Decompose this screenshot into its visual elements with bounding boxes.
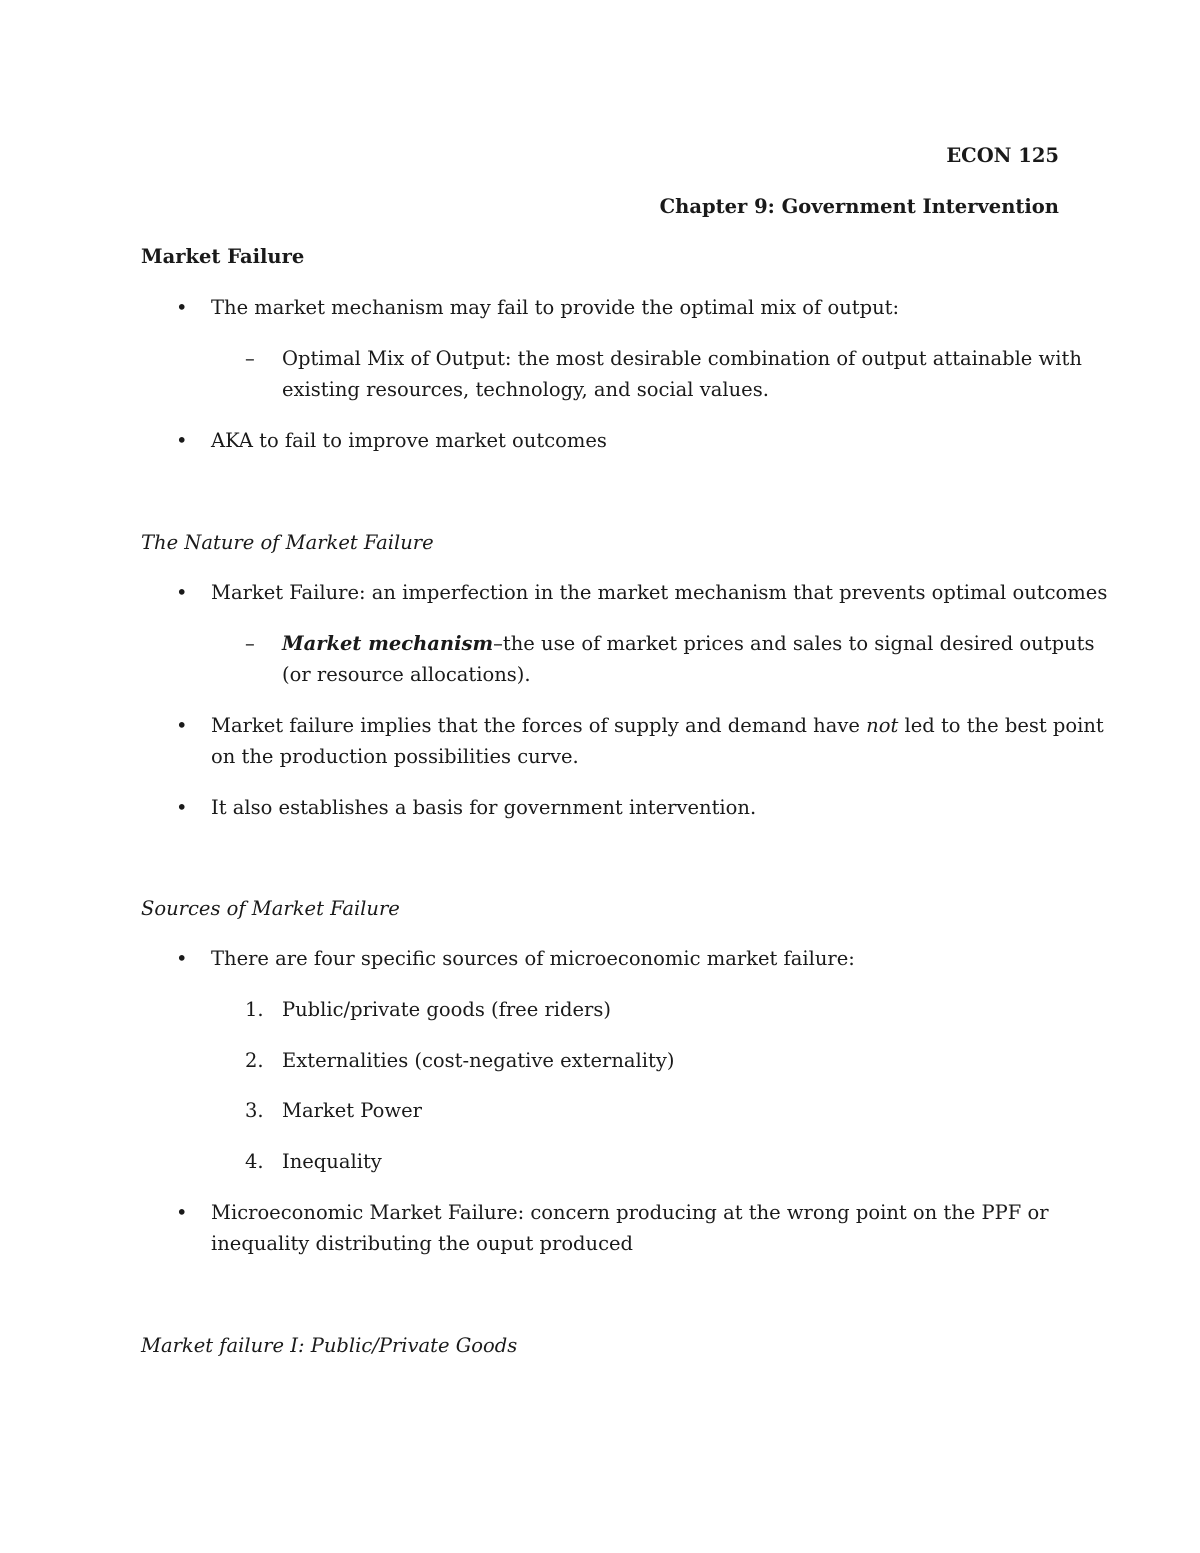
nature-bullet-2-post: led to the best point [898, 714, 1104, 737]
nature-bullet-2-line-2: on the production possibilities curve. [211, 745, 579, 768]
bullet-icon: • [176, 714, 188, 737]
nature-bullet-3: It also establishes a basis for government intervention. [211, 796, 757, 819]
bullet-icon: • [176, 1201, 188, 1224]
list-item: Externalities (cost-negative externality) [282, 1049, 675, 1072]
dash-icon: – [245, 347, 255, 370]
bullet-icon: • [176, 581, 188, 604]
mf-sub-1-line-2: existing resources, technology, and social values. [282, 378, 769, 401]
heading-public-private-goods: Market failure I: Public/Private Goods [141, 1334, 518, 1357]
nature-bullet-2-emphasis: not [866, 714, 899, 737]
bullet-icon: • [176, 947, 188, 970]
list-number: 4. [245, 1150, 264, 1173]
list-item: Market Power [282, 1099, 422, 1122]
mf-sub-1-line-1: Optimal Mix of Output: the most desirable combination of output attainable with [282, 347, 1082, 370]
bullet-icon: • [176, 429, 188, 452]
market-mechanism-definition: –the use of market prices and sales to signal desired outputs [493, 632, 1095, 655]
list-item: Public/private goods (free riders) [282, 998, 611, 1021]
mf-bullet-2: AKA to fail to improve market outcomes [211, 429, 607, 452]
bullet-icon: • [176, 796, 188, 819]
sources-bullet-2-line-2: inequality distributing the ouput produced [211, 1232, 634, 1255]
sources-bullet-2-line-1: Microeconomic Market Failure: concern producing at the wrong point on the PPF or [211, 1201, 1049, 1224]
list-number: 3. [245, 1099, 264, 1122]
nature-sub-1-line-1 [282, 628, 1094, 659]
list-item: Inequality [282, 1150, 382, 1173]
list-number: 1. [245, 998, 264, 1021]
nature-bullet-1: Market Failure: an imperfection in the market mechanism that prevents optimal outcomes [211, 581, 1108, 604]
nature-bullet-2-pre: Market failure implies that the forces of supply and demand have [211, 714, 867, 737]
mf-bullet-1: The market mechanism may fail to provide the optimal mix of output: [211, 296, 900, 319]
heading-market-failure: Market Failure [141, 245, 305, 268]
nature-sub-1-line-2: (or resource allocations). [282, 663, 531, 686]
heading-sources-of-market-failure: Sources of Market Failure [141, 897, 400, 920]
sources-bullet-1: There are four specific sources of microeconomic market failure: [211, 947, 855, 970]
nature-bullet-2-line-1 [211, 710, 1104, 741]
heading-nature-of-market-failure: The Nature of Market Failure [141, 531, 434, 554]
market-mechanism-term: Market mechanism [282, 632, 494, 655]
course-code: ECON 125 [946, 144, 1059, 167]
bullet-icon: • [176, 296, 188, 319]
chapter-title: Chapter 9: Government Intervention [659, 195, 1059, 218]
list-number: 2. [245, 1049, 264, 1072]
dash-icon: – [245, 632, 255, 655]
